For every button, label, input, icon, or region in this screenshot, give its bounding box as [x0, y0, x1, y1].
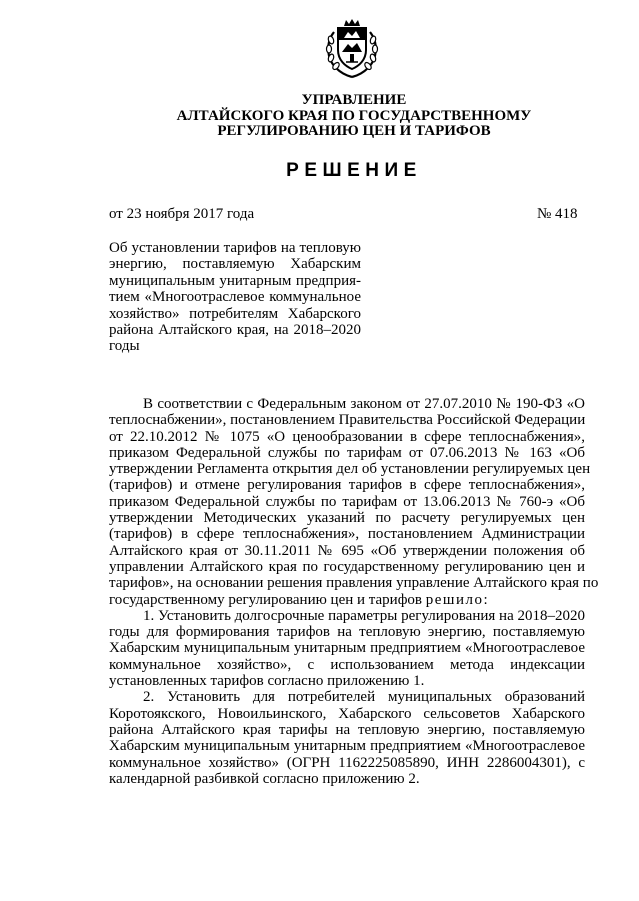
document-number: № 418: [537, 206, 578, 222]
agency-line: УПРАВЛЕНИЕ: [301, 92, 407, 108]
item-2-line: коммунальное хозяйство» (ОГРН 1162225085890, ИНН 2286004301), с: [109, 754, 585, 771]
preamble-last-text: государственному регулированию цен и тарифов: [109, 591, 423, 608]
subject-line: муниципальным унитарным предприя-: [109, 272, 361, 289]
preamble-line: приказом Федеральной службы по тарифам от 07.06.2013 № 163 «Об: [109, 444, 585, 461]
preamble-last-line: [109, 592, 585, 608]
document-body: [109, 396, 599, 787]
item-2-line: 2. Установить для потребителей муниципальных образований: [143, 689, 585, 706]
preamble-line: (тарифов) в сфере теплоснабжения», постановлением Администрации: [109, 526, 585, 543]
item-1-line: установленных тарифов согласно приложению 1.: [109, 673, 425, 690]
subject-line: годы: [109, 338, 140, 355]
item-1-line: 1. Установить долгосрочные параметры регулирования на 2018–2020: [143, 607, 585, 624]
agency-line: РЕГУЛИРОВАНИЮ ЦЕН И ТАРИФОВ: [217, 123, 491, 139]
item-1-line: коммунальное хозяйство», с использованием метода индексации: [109, 656, 585, 673]
item-1-line: годы для формирования тарифов на тепловую энергию, поставляемую: [109, 624, 585, 641]
altai-krai-coat-of-arms-icon: [324, 18, 380, 80]
subject-line: тием «Многоотраслевое коммунальное: [109, 289, 361, 306]
preamble-line: утверждении Методических указаний по расчету регулируемых цен: [109, 510, 585, 527]
subject-line: Об установлении тарифов на тепловую: [109, 240, 361, 256]
agency-line: АЛТАЙСКОГО КРАЯ ПО ГОСУДАРСТВЕННОМУ: [176, 107, 532, 124]
subject-line: хозяйство» потребителям Хабарского: [109, 305, 361, 322]
subject-line: энергию, поставляемую Хабарским: [109, 256, 361, 273]
preamble-line: приказом Федеральной службы по тарифам от 13.06.2013 № 760-э «Об: [109, 493, 585, 510]
preamble-line: теплоснабжении», постановлением Правительства Российской Федерации: [109, 412, 586, 429]
preamble-line: управлении Алтайского края по государственному регулированию цен и: [109, 558, 585, 575]
agency-name: [100, 93, 608, 140]
document-type-title: РЕШЕНИЕ: [286, 160, 422, 181]
item-2-line: Хабарским муниципальным унитарным предприятием «Многоотраслевое: [109, 738, 585, 755]
document-date: от 23 ноября 2017 года: [109, 206, 255, 222]
preamble-line: В соответствии с Федеральным законом от 27.07.2010 № 190-ФЗ «О: [143, 396, 585, 412]
preamble-line: Алтайского края от 30.11.2011 № 695 «Об утверждении положения об: [109, 542, 585, 559]
preamble-line: от 22.10.2012 № 1075 «О ценообразовании в сфере теплоснабжения»,: [109, 428, 585, 445]
preamble-line: утверждении Регламента открытия дел об установлении регулируемых цен: [109, 461, 591, 478]
item-2-line: календарной разбивкой согласно приложению 2.: [109, 770, 420, 787]
document-subject: [109, 240, 361, 355]
preamble-line: (тарифов) и отмене регулирования тарифов в сфере теплоснабжения»,: [109, 477, 585, 494]
subject-line: района Алтайского края, на 2018–2020: [109, 321, 361, 338]
item-1-line: Хабарским муниципальным унитарным предприятием «Многоотраслевое: [109, 640, 585, 657]
decided-word: решило:: [425, 591, 490, 608]
item-2-line: района Алтайского края тарифы на тепловую энергию, поставляемую: [109, 721, 585, 738]
item-2-line: Коротоякского, Новоильинского, Хабарского сельсоветов Хабарского: [109, 705, 585, 722]
preamble-line: тарифов», на основании решения правления управление Алтайского края по: [109, 575, 599, 592]
